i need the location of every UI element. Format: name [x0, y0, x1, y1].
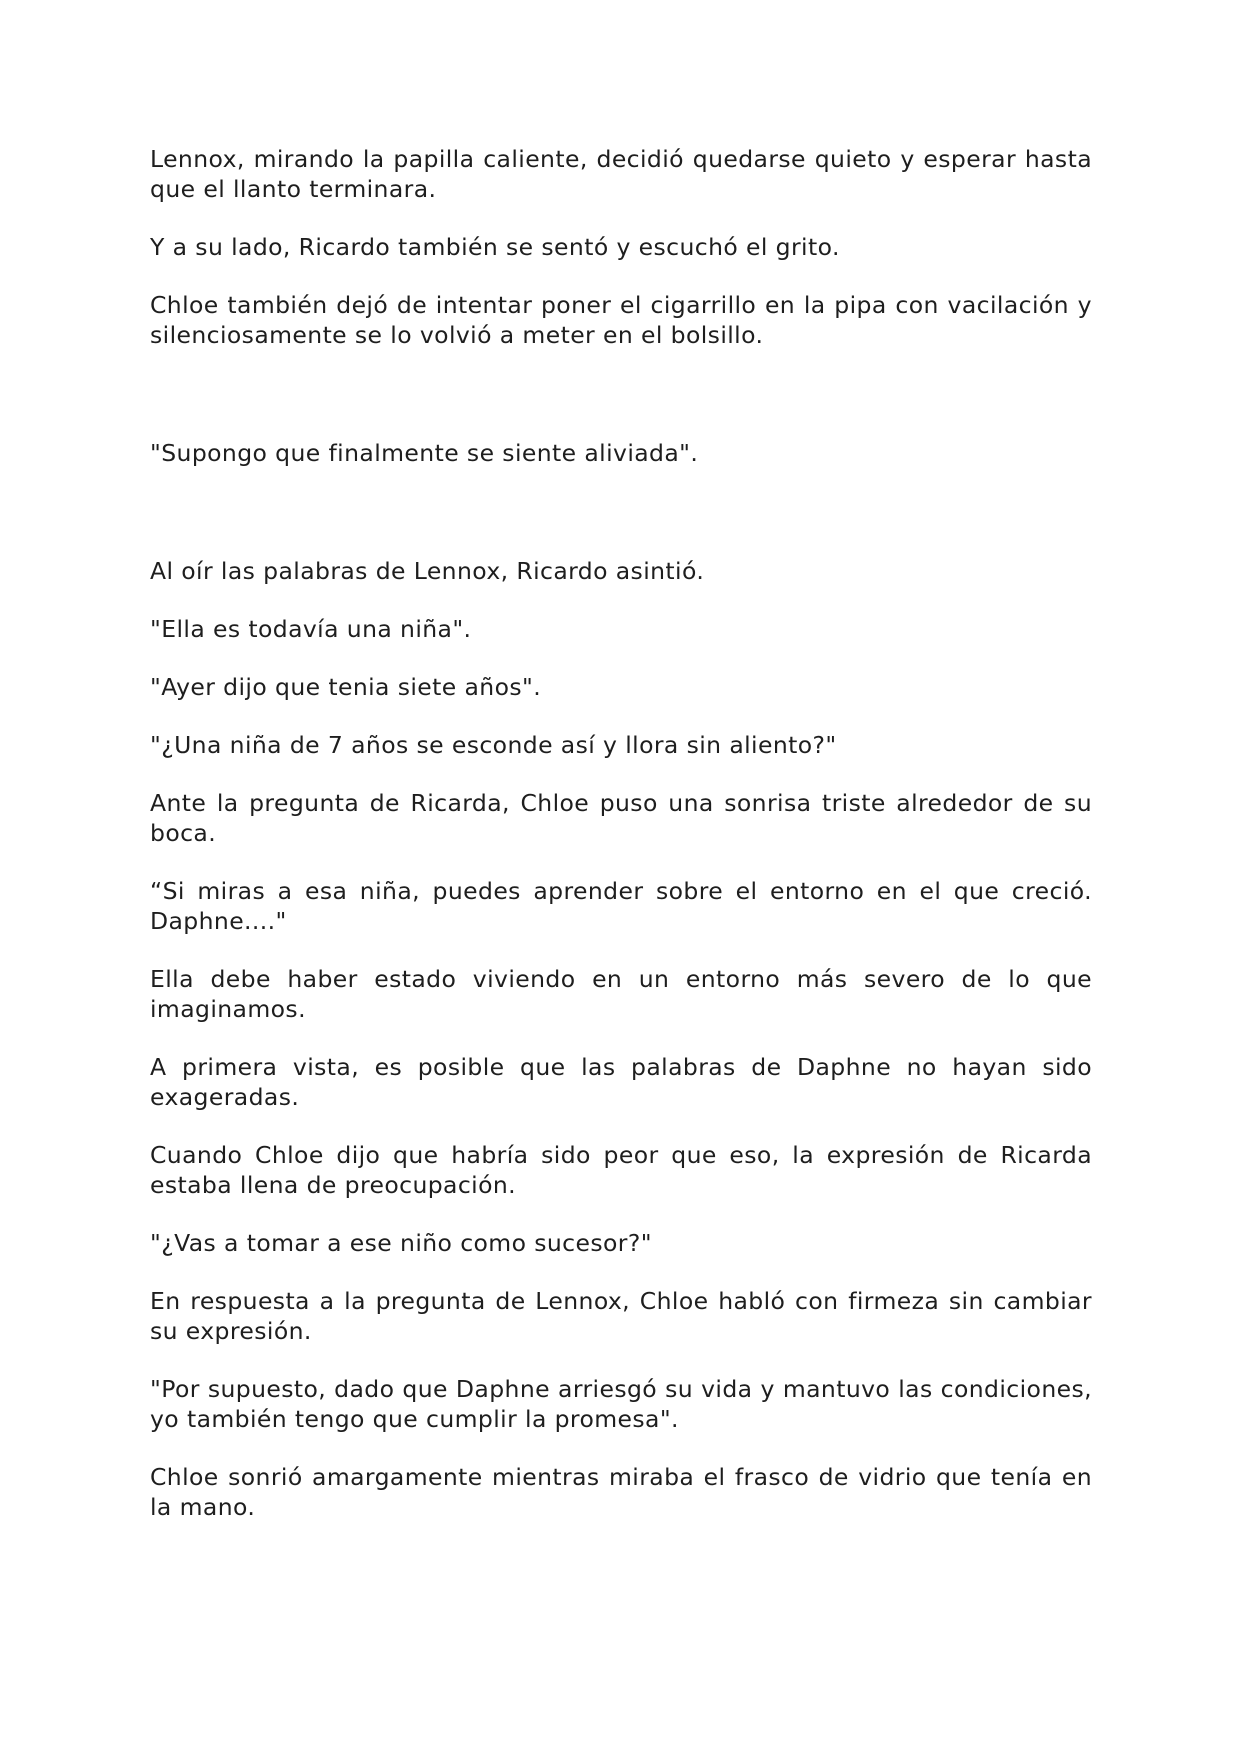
- paragraph: "Supongo que finalmente se siente aliviada".: [150, 439, 699, 467]
- paragraph: A primera vista, es posible que las palabras de Daphne no hayan sido exageradas.: [150, 1053, 1092, 1111]
- paragraph: Al oír las palabras de Lennox, Ricardo asintió.: [150, 557, 705, 585]
- document-body: [150, 144, 1092, 1550]
- paragraph: “Si miras a esa niña, puedes aprender sobre el entorno en el que creció. Daphne....": [150, 877, 1092, 935]
- paragraph: Lennox, mirando la papilla caliente, decidió quedarse quieto y esperar hasta que el llanto terminara.: [150, 145, 1092, 203]
- paragraph: "Por supuesto, dado que Daphne arriesgó su vida y mantuvo las condiciones, yo también tengo que cumplir la promesa".: [150, 1375, 1092, 1433]
- paragraph: "¿Vas a tomar a ese niño como sucesor?": [150, 1229, 652, 1257]
- paragraph: Ella debe haber estado viviendo en un entorno más severo de lo que imaginamos.: [150, 965, 1092, 1023]
- paragraph: "¿Una niña de 7 años se esconde así y llora sin aliento?": [150, 731, 837, 759]
- paragraph: Cuando Chloe dijo que habría sido peor que eso, la expresión de Ricarda estaba llena de preocupación.: [150, 1141, 1092, 1199]
- paragraph: En respuesta a la pregunta de Lennox, Chloe habló con firmeza sin cambiar su expresión.: [150, 1287, 1092, 1345]
- paragraph: Chloe también dejó de intentar poner el cigarrillo en la pipa con vacilación y silenciosamente se lo volvió a meter en el bolsillo.: [150, 291, 1092, 349]
- paragraph: Y a su lado, Ricardo también se sentó y escuchó el grito.: [150, 233, 840, 261]
- paragraph: "Ella es todavía una niña".: [150, 615, 472, 643]
- paragraph: Chloe sonrió amargamente mientras miraba el frasco de vidrio que tenía en la mano.: [150, 1463, 1092, 1521]
- paragraph: "Ayer dijo que tenia siete años".: [150, 673, 542, 701]
- paragraph: Ante la pregunta de Ricarda, Chloe puso una sonrisa triste alrededor de su boca.: [150, 789, 1092, 847]
